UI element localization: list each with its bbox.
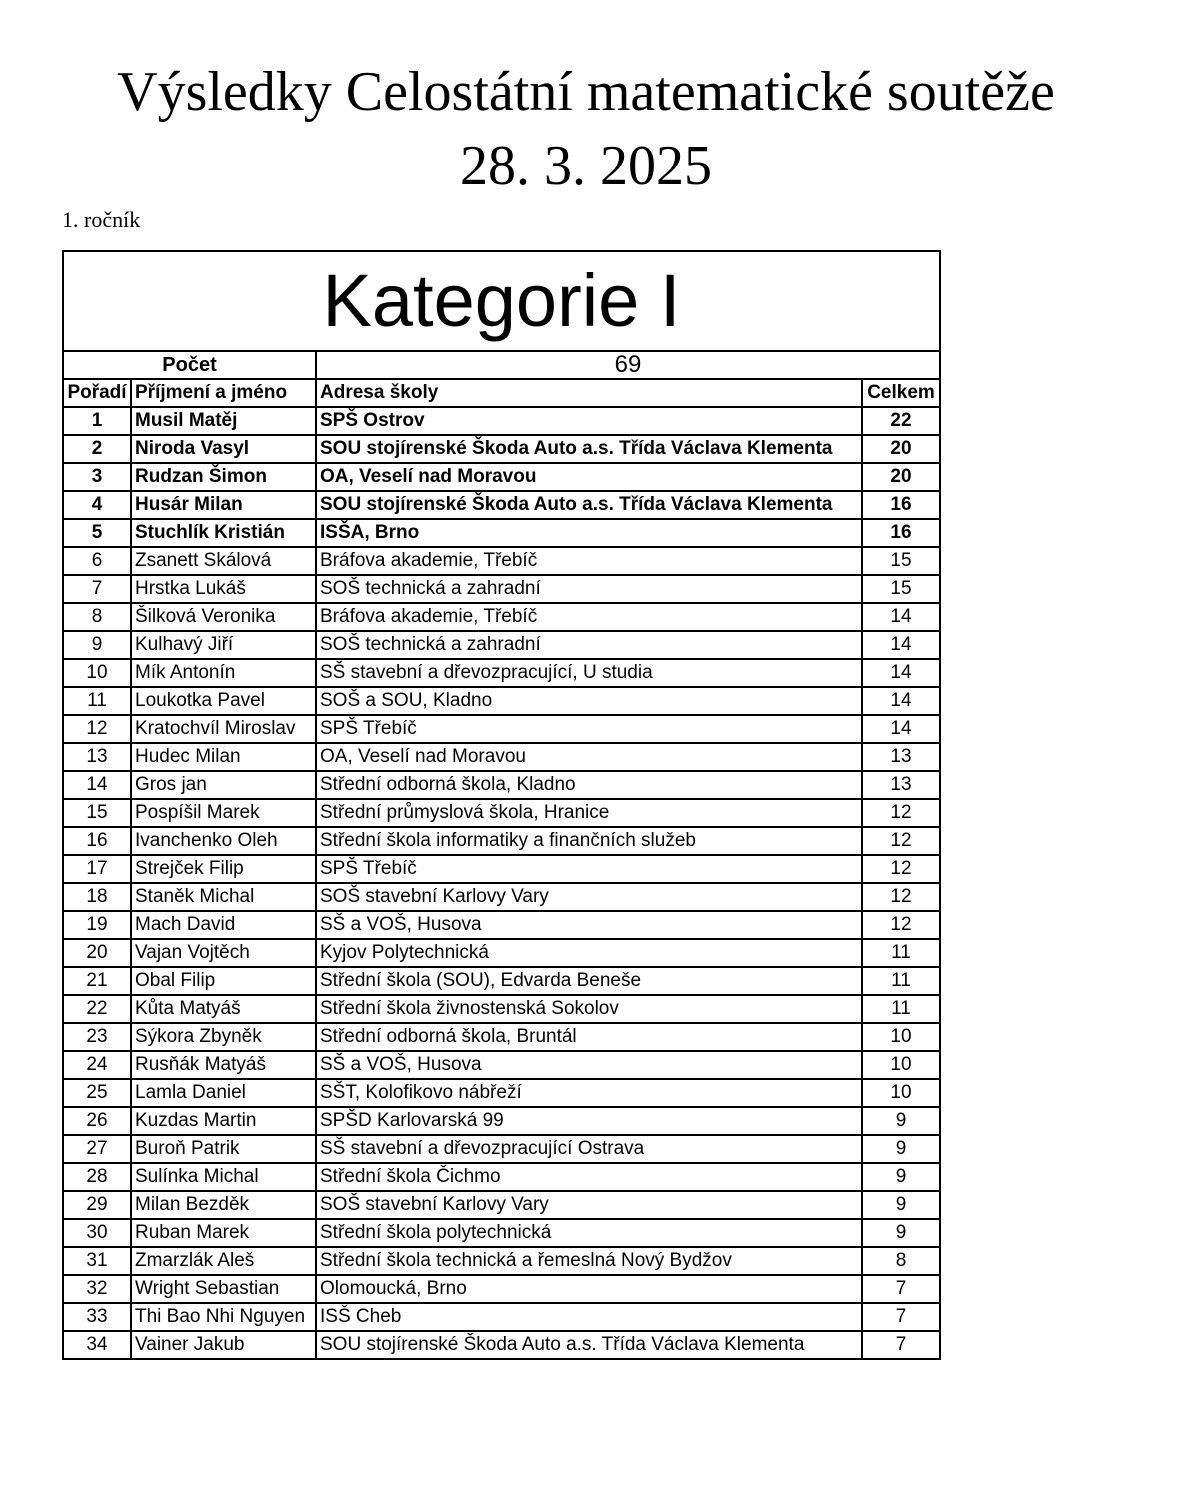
- school-cell: Střední škola Čichmo: [316, 1163, 862, 1191]
- name-cell: Hudec Milan: [131, 743, 316, 771]
- total-cell: 14: [862, 715, 940, 743]
- total-cell: 14: [862, 659, 940, 687]
- school-cell: SŠ stavební a dřevozpracující Ostrava: [316, 1135, 862, 1163]
- school-cell: SOŠ stavební Karlovy Vary: [316, 1191, 862, 1219]
- category-row: [63, 251, 940, 351]
- page-title: Výsledky Celostátní matematické soutěže: [117, 61, 1055, 123]
- table-row: [63, 1303, 940, 1331]
- table-row: [63, 491, 940, 519]
- rank-cell: 24: [63, 1051, 131, 1079]
- name-cell: Ivanchenko Oleh: [131, 827, 316, 855]
- table-row: [63, 1107, 940, 1135]
- name-cell: Loukotka Pavel: [131, 687, 316, 715]
- total-cell: 11: [862, 939, 940, 967]
- name-cell: Pospíšil Marek: [131, 799, 316, 827]
- total-cell: 16: [862, 519, 940, 547]
- name-cell: Staněk Michal: [131, 883, 316, 911]
- school-cell: SOŠ technická a zahradní: [316, 631, 862, 659]
- total-cell: 7: [862, 1303, 940, 1331]
- rank-cell: 7: [63, 575, 131, 603]
- rank-cell: 28: [63, 1163, 131, 1191]
- name-cell: Zsanett Skálová: [131, 547, 316, 575]
- school-cell: ISŠ Cheb: [316, 1303, 862, 1331]
- count-row: [63, 351, 940, 379]
- rank-cell: 29: [63, 1191, 131, 1219]
- total-cell: 12: [862, 911, 940, 939]
- name-cell: Zmarzlák Aleš: [131, 1247, 316, 1275]
- table-row: [63, 659, 940, 687]
- total-cell: 15: [862, 547, 940, 575]
- rank-cell: 4: [63, 491, 131, 519]
- rank-cell: 26: [63, 1107, 131, 1135]
- total-cell: 11: [862, 967, 940, 995]
- name-cell: Mach David: [131, 911, 316, 939]
- total-cell: 13: [862, 743, 940, 771]
- table-row: [63, 407, 940, 435]
- total-cell: 14: [862, 631, 940, 659]
- table-row: [63, 575, 940, 603]
- rank-cell: 12: [63, 715, 131, 743]
- rank-cell: 1: [63, 407, 131, 435]
- school-cell: Kyjov Polytechnická: [316, 939, 862, 967]
- name-cell: Lamla Daniel: [131, 1079, 316, 1107]
- table-row: [63, 771, 940, 799]
- school-cell: SPŠ Třebíč: [316, 715, 862, 743]
- name-cell: Vajan Vojtěch: [131, 939, 316, 967]
- school-cell: SOU stojírenské Škoda Auto a.s. Třída Václava Klementa: [316, 435, 862, 463]
- school-cell: SPŠD Karlovarská 99: [316, 1107, 862, 1135]
- name-cell: Rudzan Šimon: [131, 463, 316, 491]
- school-cell: SPŠ Třebíč: [316, 855, 862, 883]
- school-cell: SOŠ a SOU, Kladno: [316, 687, 862, 715]
- name-cell: Wright Sebastian: [131, 1275, 316, 1303]
- total-cell: 15: [862, 575, 940, 603]
- name-cell: Sýkora Zbyněk: [131, 1023, 316, 1051]
- name-cell: Obal Filip: [131, 967, 316, 995]
- rank-cell: 3: [63, 463, 131, 491]
- total-cell: 22: [862, 407, 940, 435]
- total-cell: 12: [862, 827, 940, 855]
- total-cell: 9: [862, 1163, 940, 1191]
- rank-cell: 14: [63, 771, 131, 799]
- school-cell: Bráfova akademie, Třebíč: [316, 547, 862, 575]
- header-school: Adresa školy: [316, 379, 862, 407]
- school-cell: Střední škola technická a řemeslná Nový Bydžov: [316, 1247, 862, 1275]
- total-cell: 12: [862, 883, 940, 911]
- name-cell: Hrstka Lukáš: [131, 575, 316, 603]
- table-row: [63, 967, 940, 995]
- rank-cell: 21: [63, 967, 131, 995]
- header-row: [63, 379, 940, 407]
- rank-cell: 17: [63, 855, 131, 883]
- school-cell: Střední škola polytechnická: [316, 1219, 862, 1247]
- total-cell: 10: [862, 1079, 940, 1107]
- school-cell: OA, Veselí nad Moravou: [316, 743, 862, 771]
- table-row: [63, 743, 940, 771]
- name-cell: Milan Bezděk: [131, 1191, 316, 1219]
- count-value: 69: [316, 351, 940, 379]
- table-row: [63, 603, 940, 631]
- school-cell: Střední průmyslová škola, Hranice: [316, 799, 862, 827]
- school-cell: Střední škola informatiky a finančních služeb: [316, 827, 862, 855]
- name-cell: Strejček Filip: [131, 855, 316, 883]
- total-cell: 11: [862, 995, 940, 1023]
- rank-cell: 16: [63, 827, 131, 855]
- total-cell: 20: [862, 435, 940, 463]
- rank-cell: 5: [63, 519, 131, 547]
- table-row: [63, 1051, 940, 1079]
- total-cell: 10: [862, 1023, 940, 1051]
- grade-label: 1. ročník: [62, 207, 141, 232]
- total-cell: 9: [862, 1135, 940, 1163]
- total-cell: 9: [862, 1219, 940, 1247]
- school-cell: SŠ a VOŠ, Husova: [316, 1051, 862, 1079]
- table-row: [63, 799, 940, 827]
- rank-cell: 2: [63, 435, 131, 463]
- table-row: [63, 883, 940, 911]
- table-row: [63, 463, 940, 491]
- rank-cell: 13: [63, 743, 131, 771]
- rank-cell: 31: [63, 1247, 131, 1275]
- name-cell: Stuchlík Kristián: [131, 519, 316, 547]
- school-cell: ISŠA, Brno: [316, 519, 862, 547]
- category-title: Kategorie I: [63, 251, 940, 351]
- results-table: [62, 250, 941, 1360]
- table-row: [63, 827, 940, 855]
- school-cell: Střední škola živnostenská Sokolov: [316, 995, 862, 1023]
- total-cell: 8: [862, 1247, 940, 1275]
- name-cell: Thi Bao Nhi Nguyen: [131, 1303, 316, 1331]
- rank-cell: 11: [63, 687, 131, 715]
- name-cell: Kratochvíl Miroslav: [131, 715, 316, 743]
- total-cell: 16: [862, 491, 940, 519]
- school-cell: SOU stojírenské Škoda Auto a.s. Třída Václava Klementa: [316, 491, 862, 519]
- table-row: [63, 547, 940, 575]
- table-row: [63, 855, 940, 883]
- name-cell: Ruban Marek: [131, 1219, 316, 1247]
- rank-cell: 18: [63, 883, 131, 911]
- table-row: [63, 1163, 940, 1191]
- total-cell: 14: [862, 603, 940, 631]
- table-row: [63, 435, 940, 463]
- header-rank: Pořadí: [63, 379, 131, 407]
- rank-cell: 6: [63, 547, 131, 575]
- rank-cell: 15: [63, 799, 131, 827]
- school-cell: Olomoucká, Brno: [316, 1275, 862, 1303]
- name-cell: Kulhavý Jiří: [131, 631, 316, 659]
- name-cell: Rusňák Matyáš: [131, 1051, 316, 1079]
- table-row: [63, 995, 940, 1023]
- school-cell: SOŠ technická a zahradní: [316, 575, 862, 603]
- name-cell: Gros jan: [131, 771, 316, 799]
- table-row: [63, 1275, 940, 1303]
- rank-cell: 22: [63, 995, 131, 1023]
- table-row: [63, 715, 940, 743]
- rank-cell: 25: [63, 1079, 131, 1107]
- rank-cell: 8: [63, 603, 131, 631]
- school-cell: SŠT, Kolofikovo nábřeží: [316, 1079, 862, 1107]
- rank-cell: 10: [63, 659, 131, 687]
- total-cell: 7: [862, 1331, 940, 1359]
- total-cell: 13: [862, 771, 940, 799]
- total-cell: 10: [862, 1051, 940, 1079]
- header-name: Příjmení a jméno: [131, 379, 316, 407]
- school-cell: SOU stojírenské Škoda Auto a.s. Třída Václava Klementa: [316, 1331, 862, 1359]
- name-cell: Vainer Jakub: [131, 1331, 316, 1359]
- total-cell: 12: [862, 855, 940, 883]
- rank-cell: 20: [63, 939, 131, 967]
- total-cell: 7: [862, 1275, 940, 1303]
- header-total: Celkem: [862, 379, 940, 407]
- table-row: [63, 1247, 940, 1275]
- school-cell: Bráfova akademie, Třebíč: [316, 603, 862, 631]
- school-cell: SPŠ Ostrov: [316, 407, 862, 435]
- table-row: [63, 1191, 940, 1219]
- table-row: [63, 911, 940, 939]
- total-cell: 14: [862, 687, 940, 715]
- total-cell: 9: [862, 1191, 940, 1219]
- name-cell: Sulínka Michal: [131, 1163, 316, 1191]
- total-cell: 9: [862, 1107, 940, 1135]
- rank-cell: 33: [63, 1303, 131, 1331]
- name-cell: Husár Milan: [131, 491, 316, 519]
- name-cell: Šilková Veronika: [131, 603, 316, 631]
- table-row: [63, 1219, 940, 1247]
- rank-cell: 9: [63, 631, 131, 659]
- school-cell: SŠ a VOŠ, Husova: [316, 911, 862, 939]
- count-label: Počet: [63, 351, 316, 379]
- school-cell: Střední odborná škola, Bruntál: [316, 1023, 862, 1051]
- table-row: [63, 631, 940, 659]
- name-cell: Kůta Matyáš: [131, 995, 316, 1023]
- name-cell: Buroň Patrik: [131, 1135, 316, 1163]
- rank-cell: 34: [63, 1331, 131, 1359]
- rank-cell: 23: [63, 1023, 131, 1051]
- table-row: [63, 519, 940, 547]
- total-cell: 12: [862, 799, 940, 827]
- table-row: [63, 1023, 940, 1051]
- table-row: [63, 939, 940, 967]
- school-cell: Střední škola (SOU), Edvarda Beneše: [316, 967, 862, 995]
- table-row: [63, 687, 940, 715]
- table-row: [63, 1331, 940, 1359]
- rank-cell: 27: [63, 1135, 131, 1163]
- page-date: 28. 3. 2025: [460, 135, 712, 197]
- school-cell: OA, Veselí nad Moravou: [316, 463, 862, 491]
- name-cell: Kuzdas Martin: [131, 1107, 316, 1135]
- rank-cell: 30: [63, 1219, 131, 1247]
- table-row: [63, 1135, 940, 1163]
- school-cell: SŠ stavební a dřevozpracující, U studia: [316, 659, 862, 687]
- name-cell: Musil Matěj: [131, 407, 316, 435]
- rank-cell: 19: [63, 911, 131, 939]
- total-cell: 20: [862, 463, 940, 491]
- table-row: [63, 1079, 940, 1107]
- school-cell: Střední odborná škola, Kladno: [316, 771, 862, 799]
- rank-cell: 32: [63, 1275, 131, 1303]
- name-cell: Niroda Vasyl: [131, 435, 316, 463]
- name-cell: Mík Antonín: [131, 659, 316, 687]
- school-cell: SOŠ stavební Karlovy Vary: [316, 883, 862, 911]
